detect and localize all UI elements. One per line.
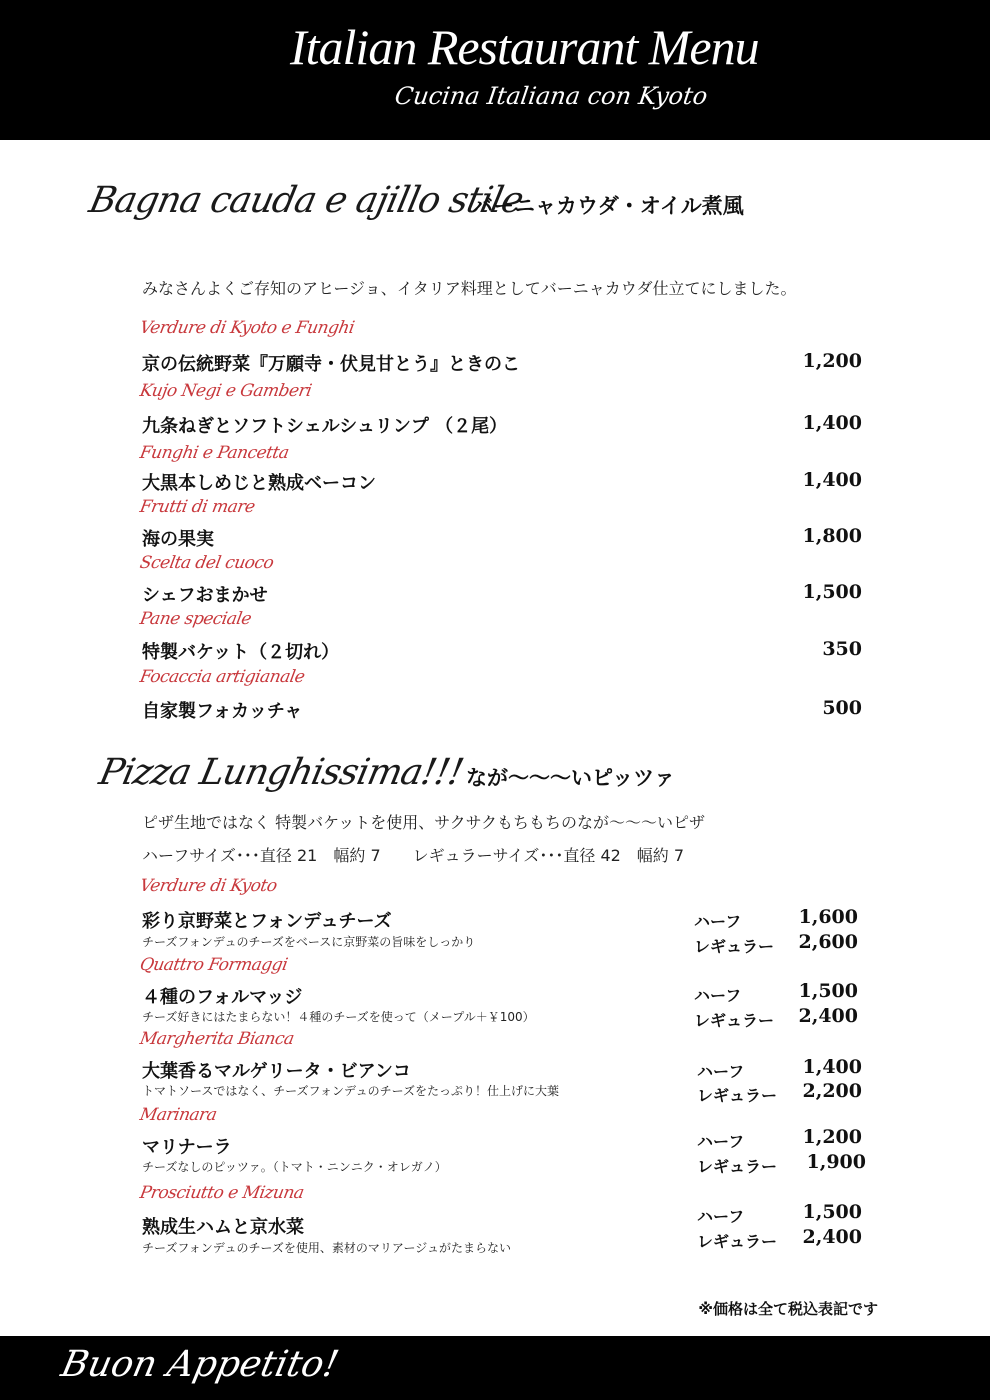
half-size-label: ハーフ [697,1132,745,1151]
half-size-price: 1,200 [802,1126,862,1148]
pizza-item-italian: Quattro Formaggi [138,955,289,975]
pizza-item-description: チーズフォンデュのチーズを使用、素材のマリアージュがたまらない [142,1241,512,1255]
menu-item-italian: Funghi e Pancetta [138,443,291,463]
menu-item-name: 京の伝統野菜『万願寺・伏見甘とう』ときのこ [142,354,520,375]
half-size-price: 1,600 [798,906,858,928]
half-size-price: 1,500 [802,1201,862,1223]
pizza-intro: ピザ生地ではなく 特製バケットを使用、サクサクもちもちのなが〜〜〜いピザ [142,813,706,832]
menu-item-name: シェフおまかせ [142,585,268,606]
pizza-size-info: ハーフサイズ･･･直径 21 幅約 7 レギュラーサイズ･･･直径 42 幅約 7 [142,846,685,865]
regular-size-price: 1,900 [806,1151,866,1173]
pizza-item-italian: Margherita Bianca [138,1029,296,1049]
menu-item-price: 350 [822,638,862,660]
menu-item-italian: Scelta del cuoco [138,553,276,573]
half-size-price: 1,400 [802,1056,862,1078]
regular-size-label: レギュラー [694,937,775,956]
menu-item-price: 500 [822,697,862,719]
tax-note: ※価格は全て税込表記です [698,1300,878,1318]
menu-item-name: 大黒本しめじと熟成ベーコン [142,473,376,494]
menu-item-price: 1,500 [802,581,862,603]
regular-size-price: 2,400 [798,1005,858,1027]
menu-item-italian: Pane speciale [138,609,253,629]
half-size-label: ハーフ [694,912,742,931]
menu-item-italian: Focaccia artigianale [138,667,307,687]
bagna-intro: みなさんよくご存知のアヒージョ、イタリア料理としてバーニャカウダ仕立てにしました。 [142,279,797,298]
half-size-label: ハーフ [697,1062,745,1081]
regular-size-label: レギュラー [697,1157,778,1176]
pizza-item-name: 彩り京野菜とフォンデュチーズ [142,911,392,932]
pizza-item-italian: Verdure di Kyoto [138,876,279,896]
menu-item-italian: Verdure di Kyoto e Funghi [138,318,356,338]
regular-size-price: 2,600 [798,931,858,953]
pizza-item-italian: Marinara [138,1105,219,1125]
menu-item-italian: Kujo Negi e Gamberi [138,381,313,401]
menu-item-price: 1,800 [802,525,862,547]
pizza-title-italian: Pizza Lunghissima!!! [95,752,467,793]
page-subtitle: Cucina Italiana con Kyoto [393,82,710,110]
pizza-item-description: チーズフォンデュのチーズをベースに京野菜の旨味をしっかり [142,935,476,949]
pizza-item-name: 大葉香るマルゲリータ・ビアンコ [142,1061,411,1082]
pizza-item-name: マリナーラ [142,1137,232,1158]
menu-item-name: 海の果実 [142,529,214,550]
menu-item-name: 自家製フォカッチャ [142,701,303,722]
half-size-price: 1,500 [798,980,858,1002]
menu-item-price: 1,400 [802,469,862,491]
pizza-item-name: ４種のフォルマッジ [142,987,303,1008]
menu-item-name: 特製バケット（２切れ） [142,642,340,663]
regular-size-label: レギュラー [697,1086,778,1105]
menu-item-price: 1,200 [802,350,862,372]
footer-greeting: Buon Appetito! [57,1344,343,1385]
regular-size-price: 2,400 [802,1226,862,1248]
regular-size-label: レギュラー [697,1232,778,1251]
pizza-item-description: チーズなしのピッツァ。（トマト・ニンニク・オレガノ） [142,1160,447,1174]
half-size-label: ハーフ [694,986,742,1005]
bagna-title-japanese: バーニャカウダ・オイル煮風 [472,193,744,218]
pizza-item-description: トマトソースではなく、チーズフォンデュのチーズをたっぷり！仕上げに大葉 [142,1084,560,1098]
menu-item-price: 1,400 [802,412,862,434]
footer-bar [0,1336,990,1400]
pizza-item-name: 熟成生ハムと京水菜 [142,1217,304,1238]
half-size-label: ハーフ [697,1207,745,1226]
pizza-item-italian: Prosciutto e Mizuna [138,1183,306,1203]
bagna-title-italian: Bagna cauda e ajillo stile [85,180,527,221]
pizza-title-japanese: なが〜〜〜いピッツァ [466,765,675,790]
regular-size-price: 2,200 [802,1080,862,1102]
page-title: Italian Restaurant Menu [290,19,759,75]
menu-item-name: 九条ねぎとソフトシェルシュリンプ （２尾） [142,416,508,437]
regular-size-label: レギュラー [694,1011,775,1030]
pizza-item-description: チーズ好きにはたまらない！４種のチーズを使って（メープル＋￥100） [142,1010,535,1024]
menu-item-italian: Frutti di mare [138,497,257,517]
header-bar [0,0,990,140]
